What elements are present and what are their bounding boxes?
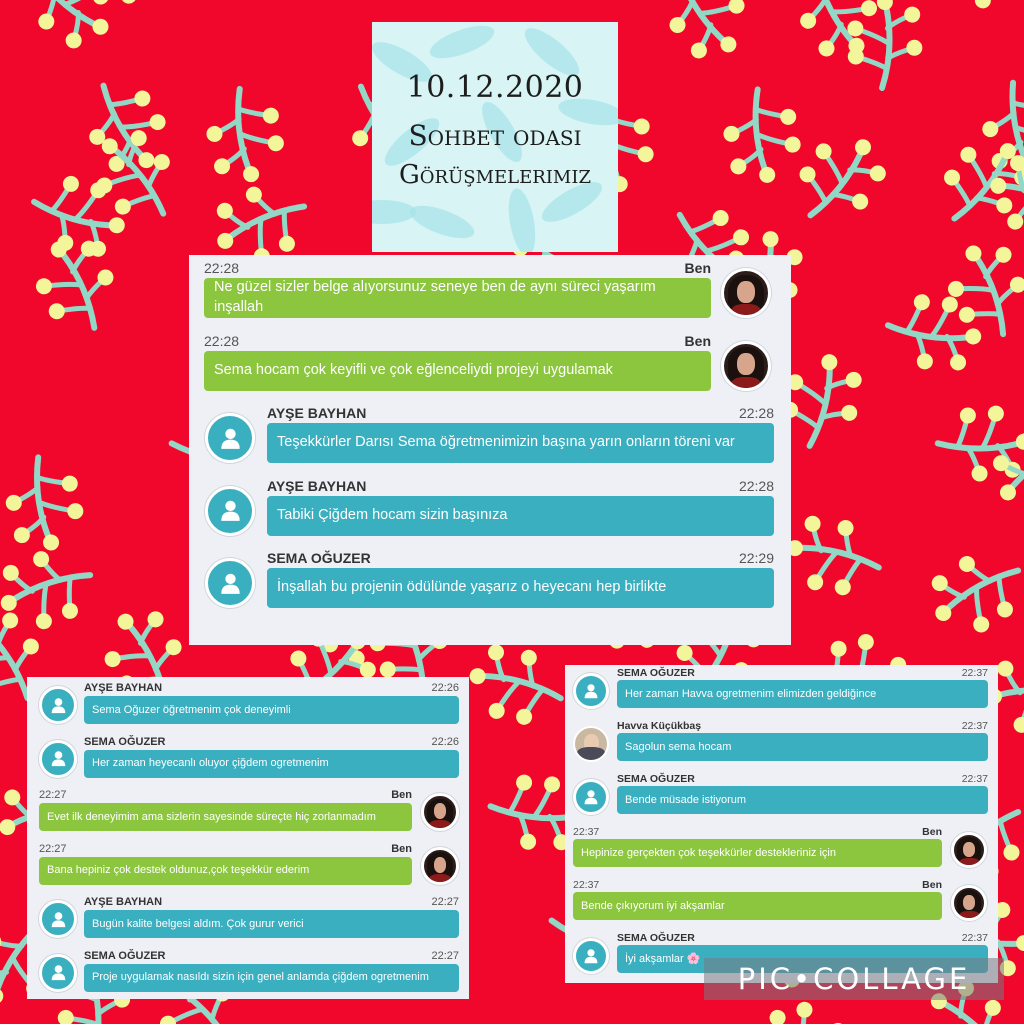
message-time: 22:26 xyxy=(431,736,459,748)
berry xyxy=(60,601,80,621)
message-text: Ne güzel sizler belge alıyorsunuz seneye ben de aynı süreci yaşarım inşallah xyxy=(214,278,701,317)
leaf xyxy=(504,186,539,252)
incoming-message xyxy=(27,896,469,950)
berry xyxy=(994,599,1016,621)
message-text: Tabiki Çiğdem hocam sizin başınıza xyxy=(277,506,508,526)
message-text: Her zaman Havva ogretmenim elimizden geldiğince xyxy=(625,687,876,702)
berry xyxy=(946,279,966,299)
message-text: Sagolun sema hocam xyxy=(625,740,731,755)
message-text: Sema hocam çok keyifli ve çok eğlenceliydi projeyi uygulamak xyxy=(214,361,613,381)
berry xyxy=(957,305,977,325)
berry xyxy=(857,633,875,651)
berry xyxy=(867,162,890,185)
message-sender: Ben xyxy=(685,260,711,276)
incoming-message xyxy=(565,667,998,720)
branch xyxy=(781,118,899,239)
berry xyxy=(519,648,539,668)
user-silhouette-icon xyxy=(583,683,599,699)
berry xyxy=(784,136,801,153)
message-time: 22:37 xyxy=(573,826,599,838)
branch xyxy=(882,288,987,377)
default-avatar[interactable] xyxy=(39,740,77,778)
user-silhouette-icon xyxy=(219,499,242,522)
message-sender: Ben xyxy=(922,826,942,838)
berry xyxy=(5,494,23,512)
default-avatar[interactable] xyxy=(39,954,77,992)
message-time: 22:27 xyxy=(431,950,459,962)
message-sender: SEMA OĞUZER xyxy=(84,950,166,962)
user-silhouette-icon xyxy=(219,427,242,450)
avatar-shirt xyxy=(731,304,762,318)
own-message xyxy=(565,879,998,932)
incoming-message xyxy=(27,682,469,736)
berry xyxy=(906,39,923,56)
message-bubble[interactable] xyxy=(39,857,412,885)
berry xyxy=(730,226,753,249)
berry xyxy=(876,0,893,10)
default-avatar[interactable] xyxy=(39,900,77,938)
message-time: 22:37 xyxy=(962,720,988,732)
own-avatar[interactable] xyxy=(951,885,987,921)
berry xyxy=(242,165,260,183)
berry xyxy=(112,195,134,217)
incoming-message xyxy=(565,720,998,773)
default-avatar[interactable] xyxy=(573,779,609,815)
message-time: 22:37 xyxy=(962,667,988,679)
berry xyxy=(795,1000,814,1019)
message-time: 22:28 xyxy=(739,405,774,421)
avatar-shirt xyxy=(959,911,980,922)
berry xyxy=(836,518,855,537)
avatar-face xyxy=(434,803,447,819)
branch xyxy=(778,507,888,604)
own-message xyxy=(27,789,469,843)
incoming-message xyxy=(27,950,469,1000)
user-silhouette-icon xyxy=(219,572,242,595)
berry xyxy=(34,611,54,631)
berry xyxy=(829,640,847,658)
berry xyxy=(120,0,137,4)
chat-panel-right xyxy=(565,665,998,983)
message-time: 22:27 xyxy=(39,789,67,801)
message-sender: SEMA OĞUZER xyxy=(617,932,695,944)
berry xyxy=(62,29,85,52)
message-bubble[interactable] xyxy=(617,733,988,761)
branch xyxy=(917,537,1024,648)
message-sender: Ben xyxy=(391,843,412,855)
title-line2: Görüşmelerimiz xyxy=(372,160,618,190)
branch xyxy=(0,718,6,824)
message-bubble[interactable] xyxy=(84,964,459,992)
berry xyxy=(102,648,123,669)
berry xyxy=(262,107,280,125)
message-text: Bana hepiniz çok destek oldunuz,çok teşekkür ederim xyxy=(47,863,309,878)
berry xyxy=(759,166,776,183)
user-silhouette-icon xyxy=(50,911,67,928)
berry xyxy=(276,233,297,254)
berry xyxy=(761,229,781,249)
berry xyxy=(637,146,654,163)
berry xyxy=(913,293,931,311)
branch xyxy=(10,0,131,62)
message-sender: Ben xyxy=(922,879,942,891)
incoming-message xyxy=(565,773,998,826)
berry xyxy=(147,111,169,133)
message-sender: Havva Küçükbaş xyxy=(617,720,701,732)
own-avatar[interactable] xyxy=(421,847,459,885)
branch xyxy=(937,233,1024,346)
message-text: Proje uygulamak nasıldı sizin için genel anlamda çiğdem ogretmenim xyxy=(92,970,429,985)
avatar-scarf xyxy=(577,747,606,761)
message-bubble[interactable] xyxy=(267,496,774,536)
berry xyxy=(803,514,822,533)
message-sender: SEMA OĞUZER xyxy=(617,667,695,679)
pic-collage-watermark: PIC•COLLAGE xyxy=(704,958,1004,1000)
avatar-face xyxy=(963,842,975,857)
message-bubble[interactable] xyxy=(267,568,774,608)
leaf xyxy=(426,22,498,65)
message-sender: AYŞE BAYHAN xyxy=(84,682,162,694)
own-message xyxy=(189,260,791,333)
incoming-message xyxy=(189,405,791,478)
berry xyxy=(970,614,992,636)
chat-panel-top xyxy=(189,255,791,645)
message-text: İyi akşamlar 🌸 xyxy=(625,952,700,967)
branch xyxy=(22,226,129,342)
message-sender: AYŞE BAYHAN xyxy=(267,478,366,494)
user-silhouette-icon xyxy=(583,948,599,964)
user-silhouette-icon xyxy=(50,697,67,714)
title-card xyxy=(372,22,618,252)
avatar-shirt xyxy=(429,874,451,885)
message-sender: Ben xyxy=(391,789,412,801)
berry xyxy=(468,666,488,686)
berry xyxy=(839,403,859,423)
berry xyxy=(723,125,740,142)
own-avatar[interactable] xyxy=(421,793,459,831)
message-bubble[interactable] xyxy=(267,423,774,463)
branch xyxy=(648,0,763,73)
own-avatar[interactable] xyxy=(721,268,771,318)
berry xyxy=(960,407,976,423)
berry xyxy=(780,108,797,125)
message-bubble[interactable] xyxy=(204,351,711,391)
berry xyxy=(287,647,310,670)
berry xyxy=(61,475,79,493)
berry xyxy=(206,125,224,143)
message-time: 22:37 xyxy=(573,879,599,891)
message-bubble[interactable] xyxy=(84,696,459,724)
branch xyxy=(929,0,1024,16)
message-sender: AYŞE BAYHAN xyxy=(267,405,366,421)
own-avatar[interactable] xyxy=(721,341,771,391)
message-text: İnşallah bu projenin ödülünde yaşarız o heyecanı hep birlikte xyxy=(277,578,666,598)
berry xyxy=(92,0,109,5)
message-time: 22:28 xyxy=(204,333,239,349)
berry xyxy=(858,0,879,19)
default-avatar[interactable] xyxy=(573,673,609,709)
user-silhouette-icon xyxy=(50,750,67,767)
message-bubble[interactable] xyxy=(39,803,412,831)
incoming-message xyxy=(189,478,791,551)
berry xyxy=(1013,717,1024,733)
branch xyxy=(187,0,307,10)
berry xyxy=(852,136,875,159)
message-bubble[interactable] xyxy=(84,750,459,778)
avatar-shirt xyxy=(731,377,762,391)
message-text: Bende müsade istiyorum xyxy=(625,793,746,808)
own-avatar[interactable] xyxy=(951,832,987,868)
title-line1: Sohbet odası xyxy=(372,119,618,152)
berry xyxy=(35,10,58,33)
branch xyxy=(583,1019,702,1024)
berry xyxy=(709,207,732,230)
default-avatar[interactable] xyxy=(205,558,255,608)
berry xyxy=(132,88,154,110)
title-date: 10.12.2020 xyxy=(372,70,618,105)
default-avatar[interactable] xyxy=(39,686,77,724)
message-bubble[interactable] xyxy=(573,839,942,867)
berry xyxy=(820,352,840,372)
berry xyxy=(993,194,1016,217)
berry xyxy=(974,0,993,10)
message-time: 22:28 xyxy=(204,260,239,276)
message-text: Evet ilk deneyimim ama sizlerin sayesinde süreçte hiç zorlanmadım xyxy=(47,810,376,825)
berry xyxy=(543,775,561,793)
message-text: Bende çıkıyorum iyi akşamlar xyxy=(581,899,725,914)
berry xyxy=(486,642,506,662)
message-time: 22:26 xyxy=(431,682,459,694)
message-sender: AYŞE BAYHAN xyxy=(84,896,162,908)
message-bubble[interactable] xyxy=(204,278,711,318)
avatar-face xyxy=(434,857,447,873)
message-time: 22:29 xyxy=(739,550,774,566)
berry xyxy=(941,295,959,313)
berry xyxy=(768,1008,787,1024)
message-bubble[interactable] xyxy=(617,680,988,708)
avatar-shirt xyxy=(429,820,451,831)
message-sender: Ben xyxy=(685,333,711,349)
branch xyxy=(720,86,804,186)
user-silhouette-icon xyxy=(583,789,599,805)
own-message xyxy=(27,843,469,897)
berry xyxy=(33,276,54,297)
berry xyxy=(688,39,710,61)
berry xyxy=(633,118,650,135)
message-sender: SEMA OĞUZER xyxy=(267,550,371,566)
avatar-face xyxy=(737,281,755,303)
berry xyxy=(57,1009,75,1024)
message-text: Hepinize gerçekten çok teşekkürler destekleriniz için xyxy=(581,846,836,861)
berry xyxy=(66,502,84,520)
own-message xyxy=(189,333,791,406)
message-text: Sema Oğuzer öğretmenim çok deneyimli xyxy=(92,703,291,718)
berry xyxy=(997,660,1013,676)
message-time: 22:27 xyxy=(39,843,67,855)
message-time: 22:37 xyxy=(962,773,988,785)
message-sender: SEMA OĞUZER xyxy=(84,736,166,748)
own-message xyxy=(565,826,998,879)
berry xyxy=(844,370,864,390)
message-bubble[interactable] xyxy=(617,786,988,814)
berry xyxy=(904,6,921,23)
berry xyxy=(964,327,982,345)
berry xyxy=(107,215,127,235)
message-time: 22:27 xyxy=(431,896,459,908)
message-bubble[interactable] xyxy=(84,910,459,938)
message-time: 22:28 xyxy=(739,478,774,494)
berry xyxy=(267,134,285,152)
incoming-message xyxy=(189,550,791,623)
avatar-face xyxy=(737,353,755,375)
berry xyxy=(519,833,537,851)
berry xyxy=(42,534,60,552)
berry xyxy=(515,774,533,792)
avatar-shirt xyxy=(959,858,980,869)
user-silhouette-icon xyxy=(50,964,67,981)
avatar-face xyxy=(963,895,975,910)
berry xyxy=(949,353,967,371)
berry xyxy=(833,577,852,596)
berry xyxy=(972,465,988,481)
chat-panel-left xyxy=(27,677,469,999)
berry xyxy=(916,352,934,370)
berry xyxy=(89,15,112,38)
message-sender: SEMA OĞUZER xyxy=(617,773,695,785)
branch xyxy=(202,85,288,187)
berry xyxy=(1000,841,1022,863)
leaf xyxy=(372,200,416,224)
message-bubble[interactable] xyxy=(573,892,942,920)
branch xyxy=(1,453,88,556)
berry xyxy=(988,406,1004,422)
message-text: Bugün kalite belgesi aldım. Çok gurur verici xyxy=(92,917,304,932)
default-avatar[interactable] xyxy=(205,486,255,536)
branch xyxy=(460,636,571,735)
berry xyxy=(849,190,872,213)
message-text: Teşekkürler Darısı Sema öğretmenimizin başına yarın onların töreni var xyxy=(277,433,735,453)
default-avatar[interactable] xyxy=(573,938,609,974)
leaf xyxy=(406,199,478,245)
message-text: Her zaman heyecanlı oluyor çiğdem ogretmenim xyxy=(92,756,329,771)
berry xyxy=(0,985,6,1007)
incoming-message xyxy=(27,736,469,790)
message-time: 22:37 xyxy=(962,932,988,944)
berry xyxy=(46,301,67,322)
default-avatar[interactable] xyxy=(205,413,255,463)
contact-photo-avatar[interactable] xyxy=(573,726,609,762)
